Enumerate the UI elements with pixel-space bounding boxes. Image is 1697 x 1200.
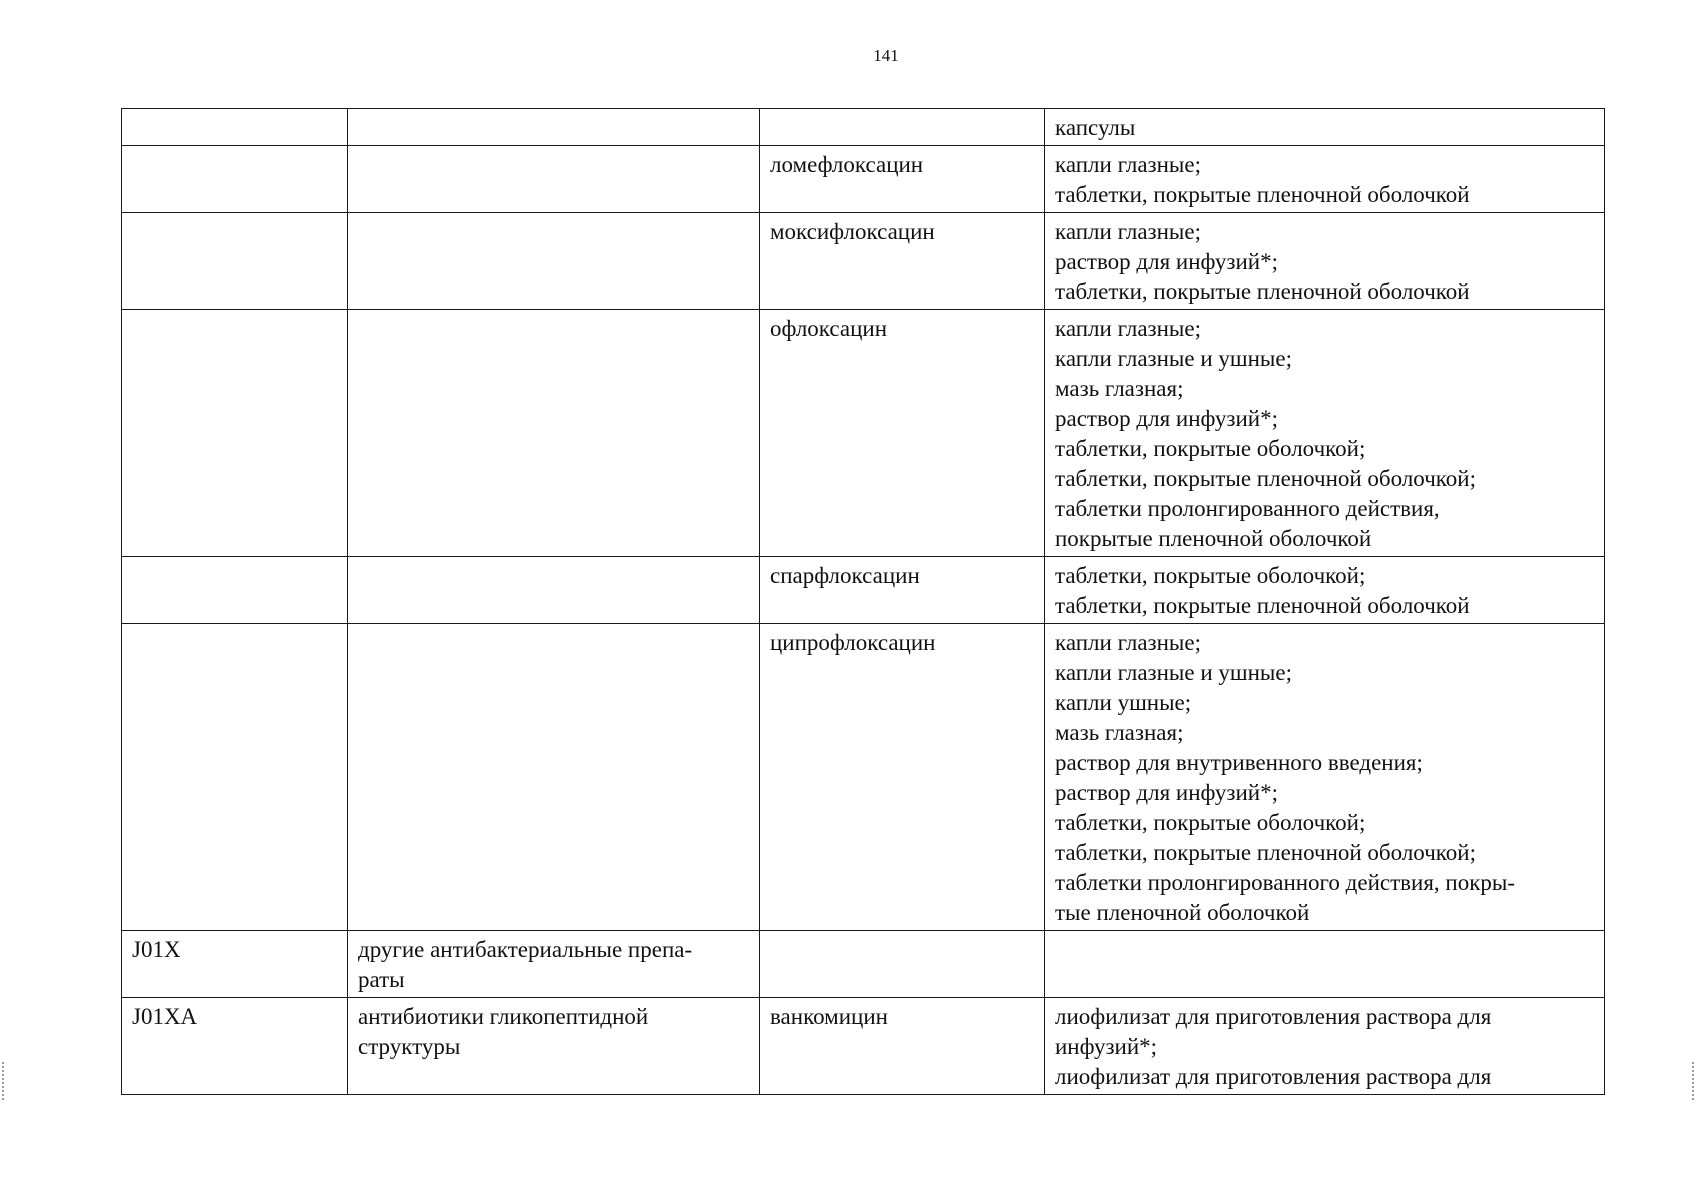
group-cell bbox=[348, 557, 760, 624]
atc-code-cell: J01XA bbox=[122, 998, 348, 1095]
group-cell bbox=[348, 310, 760, 557]
drug-name-cell: ванкомицин bbox=[760, 998, 1045, 1095]
drug-name-cell: моксифлоксацин bbox=[760, 213, 1045, 310]
group-cell bbox=[348, 624, 760, 931]
dosage-forms-cell: капли глазные; капли глазные и ушные; мазь глазная; раствор для инфузий*; таблетки, покрытые оболочкой; таблетки, покрытые пленочной оболочкой; таблетки пролонгированного действия, покрытые пленочной оболочкой bbox=[1045, 310, 1605, 557]
drug-name-cell: ломефлоксацин bbox=[760, 146, 1045, 213]
drug-name-cell bbox=[760, 109, 1045, 146]
table-row bbox=[122, 213, 1605, 310]
table-row bbox=[122, 109, 1605, 146]
table-row bbox=[122, 931, 1605, 998]
atc-code-cell bbox=[122, 109, 348, 146]
group-cell bbox=[348, 146, 760, 213]
dosage-forms-cell: капсулы bbox=[1045, 109, 1605, 146]
drug-table bbox=[121, 108, 1605, 1095]
atc-code-cell bbox=[122, 146, 348, 213]
group-cell: другие антибактериальные препа- раты bbox=[348, 931, 760, 998]
drug-name-cell: ципрофлоксацин bbox=[760, 624, 1045, 931]
drug-name-cell: спарфлоксацин bbox=[760, 557, 1045, 624]
atc-code-cell bbox=[122, 624, 348, 931]
drug-name-cell: офлоксацин bbox=[760, 310, 1045, 557]
atc-code-cell bbox=[122, 557, 348, 624]
atc-code-cell bbox=[122, 213, 348, 310]
group-cell: антибиотики гликопептидной структуры bbox=[348, 998, 760, 1095]
dosage-forms-cell: капли глазные; капли глазные и ушные; капли ушные; мазь глазная; раствор для внутривенного введения; раствор для инфузий*; таблетки, покрытые оболочкой; таблетки, покрытые пленочной оболочкой; таблетки пролонгированного действия, покры- тые пленочной оболочкой bbox=[1045, 624, 1605, 931]
atc-code-cell: J01X bbox=[122, 931, 348, 998]
dosage-forms-cell bbox=[1045, 931, 1605, 998]
scan-edge-mark-right bbox=[1692, 1062, 1696, 1100]
dosage-forms-cell: капли глазные; таблетки, покрытые пленочной оболочкой bbox=[1045, 146, 1605, 213]
table-row bbox=[122, 557, 1605, 624]
dosage-forms-cell: лиофилизат для приготовления раствора для инфузий*; лиофилизат для приготовления раствора для bbox=[1045, 998, 1605, 1095]
group-cell bbox=[348, 109, 760, 146]
table-row bbox=[122, 624, 1605, 931]
drug-name-cell bbox=[760, 931, 1045, 998]
table-row bbox=[122, 146, 1605, 213]
page-number: 141 bbox=[873, 46, 899, 65]
dosage-forms-cell: таблетки, покрытые оболочкой; таблетки, покрытые пленочной оболочкой bbox=[1045, 557, 1605, 624]
scan-edge-mark-left bbox=[2, 1062, 6, 1100]
table-row bbox=[122, 998, 1605, 1095]
atc-code-cell bbox=[122, 310, 348, 557]
table-row bbox=[122, 310, 1605, 557]
dosage-forms-cell: капли глазные; раствор для инфузий*; таблетки, покрытые пленочной оболочкой bbox=[1045, 213, 1605, 310]
group-cell bbox=[348, 213, 760, 310]
